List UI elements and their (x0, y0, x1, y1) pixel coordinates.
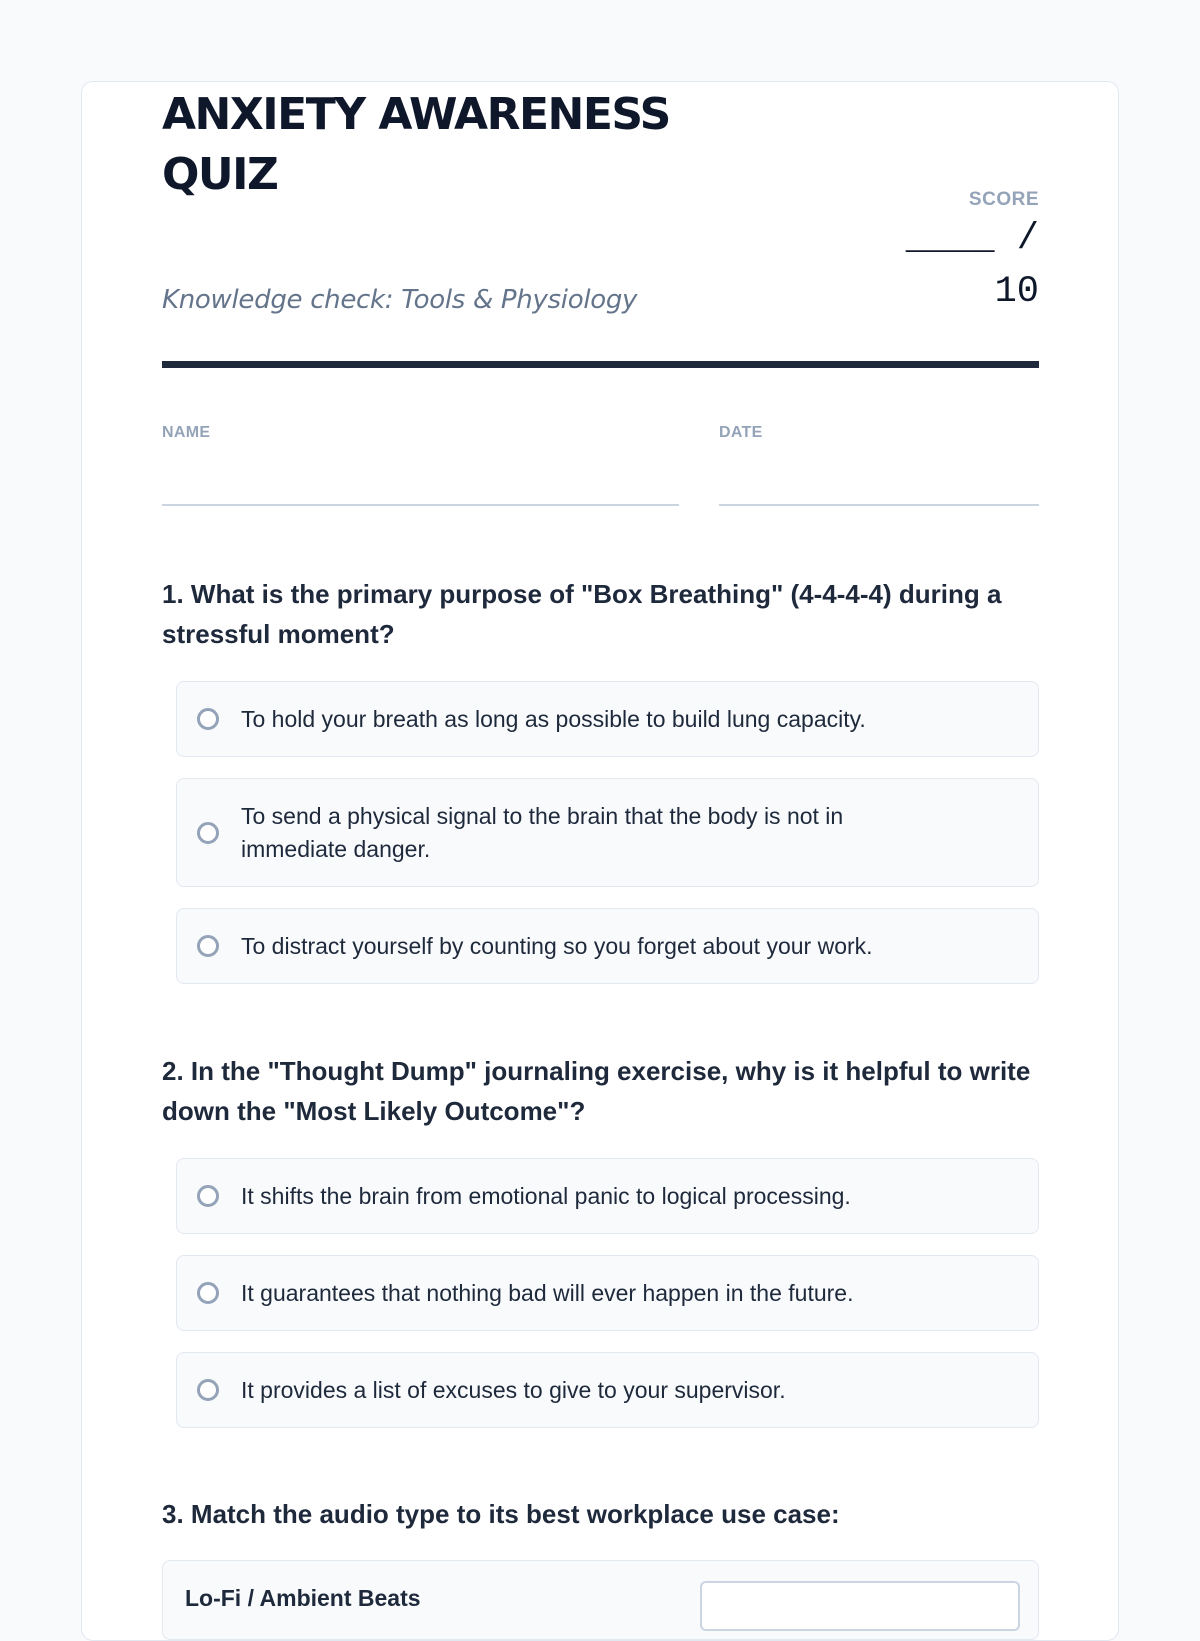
date-field[interactable] (719, 504, 1039, 506)
question-2: 2. In the "Thought Dump" journaling exercise, why is it helpful to write down the "Most Likely Outcome"? (162, 1056, 1031, 1126)
score-box (839, 189, 1039, 319)
q2-option-b[interactable] (176, 1255, 1039, 1331)
name-field[interactable] (162, 504, 679, 506)
option-label: It guarantees that nothing bad will ever happen in the future. (241, 1279, 854, 1306)
q2-option-c[interactable] (176, 1352, 1039, 1428)
radio-icon[interactable] (197, 935, 219, 957)
quiz-header (162, 85, 1039, 365)
score-value (839, 213, 1039, 319)
q1-option-c[interactable] (176, 908, 1039, 984)
match-row (162, 1560, 1039, 1640)
radio-icon[interactable] (197, 1185, 219, 1207)
radio-icon[interactable] (197, 708, 219, 730)
radio-icon[interactable] (197, 822, 219, 844)
option-label: To distract yourself by counting so you forget about your work. (241, 932, 873, 959)
header-divider (162, 361, 1039, 368)
title-line-2: QUIZ (162, 149, 278, 200)
page-subtitle: Knowledge check: Tools & Physiology (162, 285, 638, 315)
title-line-1: ANXIETY AWARENESS (162, 89, 670, 140)
question-3: 3. Match the audio type to its best workplace use case: (162, 1499, 840, 1529)
match-row-label: Lo-Fi / Ambient Beats (185, 1585, 421, 1611)
score-label: SCORE (968, 189, 1039, 210)
radio-icon[interactable] (197, 1282, 219, 1304)
option-label: It provides a list of excuses to give to your supervisor. (241, 1376, 786, 1403)
radio-icon[interactable] (197, 1379, 219, 1401)
q1-option-a[interactable] (176, 681, 1039, 757)
page-title (162, 85, 782, 205)
score-blank: ____ / (905, 218, 1039, 260)
option-label: To hold your breath as long as possible to build lung capacity. (241, 705, 866, 732)
name-label: NAME (162, 424, 211, 441)
question-1: 1. What is the primary purpose of "Box Breathing" (4-4-4-4) during a stressful moment? (162, 579, 1002, 649)
option-label: It shifts the brain from emotional panic to logical processing. (241, 1182, 851, 1209)
option-label: To send a physical signal to the brain that the body is not in immediate danger. (241, 802, 844, 862)
score-total: 10 (994, 271, 1039, 313)
q1-option-b[interactable] (176, 778, 1039, 887)
q2-option-a[interactable] (176, 1158, 1039, 1234)
match-select[interactable] (700, 1581, 1020, 1631)
date-label: DATE (719, 424, 763, 441)
